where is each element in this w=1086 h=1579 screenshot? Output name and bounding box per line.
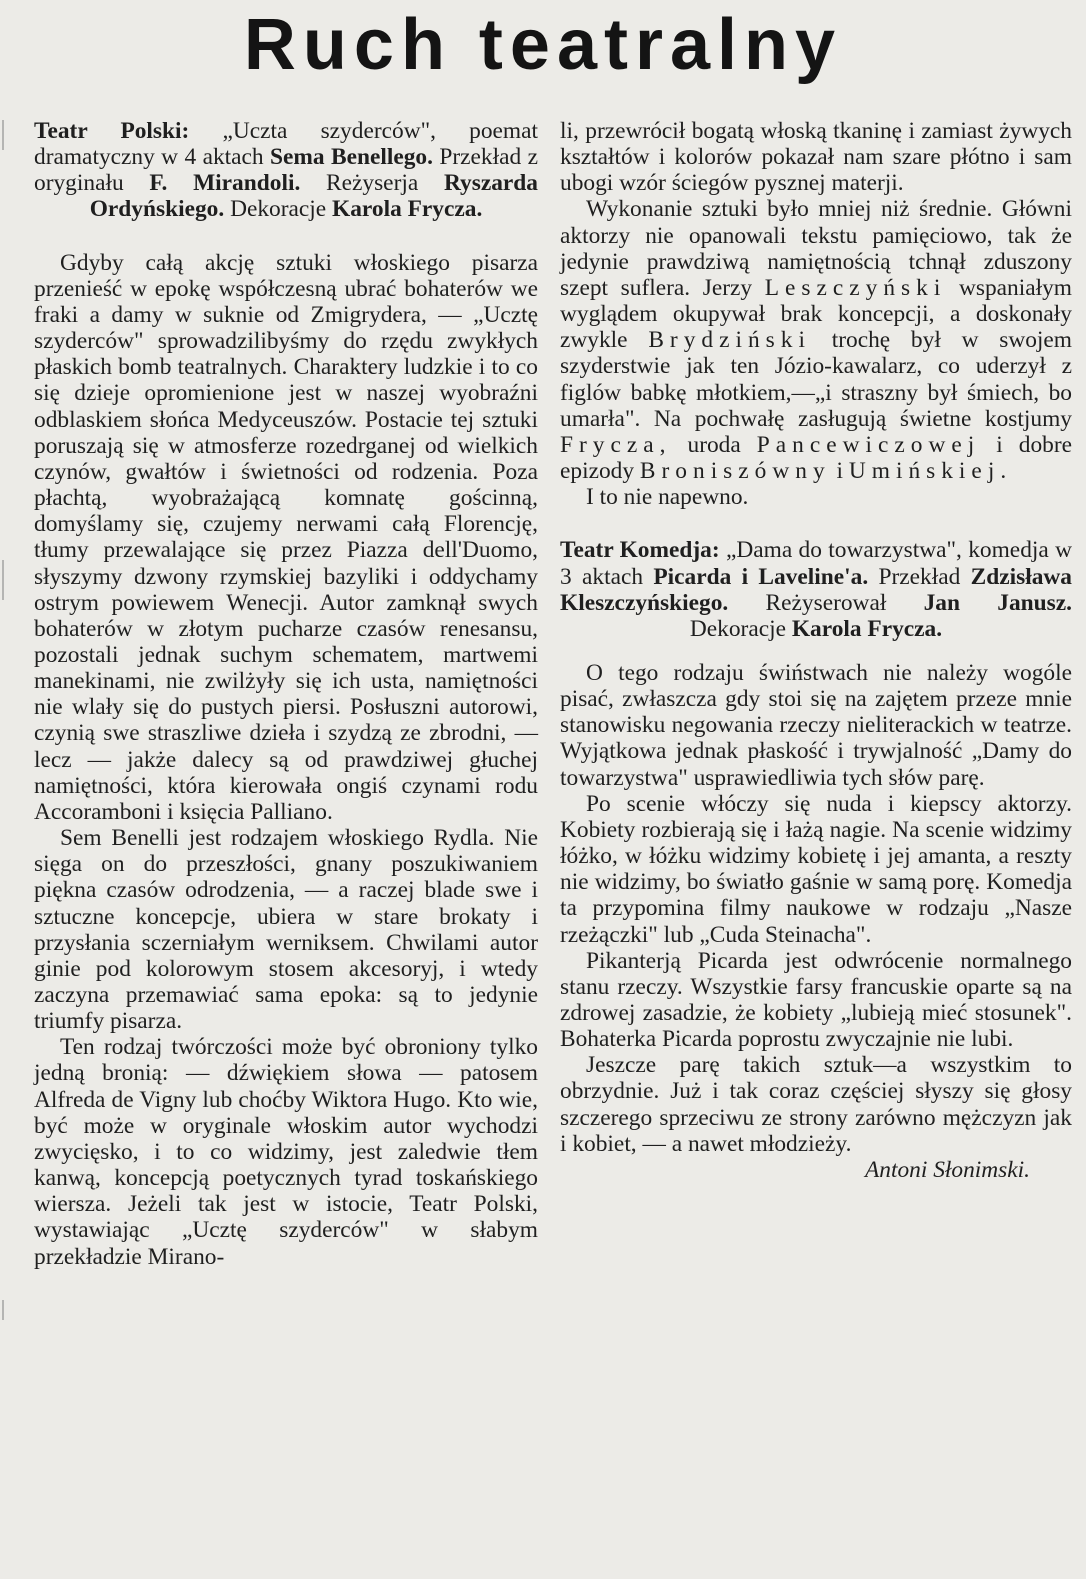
cast-text: i dobre epizody	[560, 431, 1073, 485]
theatre-name: Teatr Polski:	[34, 118, 190, 144]
scan-edge-mark	[2, 560, 4, 600]
set-designer: Karola Frycza.	[791, 615, 943, 642]
director: Jan Janusz.	[923, 589, 1072, 616]
play-author: Sema Benellego.	[270, 144, 433, 171]
cast-text: uroda	[671, 431, 757, 458]
actor-name: Umińskiej.	[848, 458, 1013, 485]
actor-name: Brydziński	[648, 327, 811, 354]
play-author: Picarda i Laveline'a.	[653, 563, 869, 590]
theatre-name: Teatr Komedja:	[560, 537, 720, 564]
cast-text: trochę był w swojem szyderstwie jak ten Józio-kawalarz, co uderzył z figlów babkę młotkiem,—„i straszny był śmiech, bo umarła". Na pochwałę zasługują świetne kostjumy	[560, 327, 1072, 432]
paragraph-gap	[34, 223, 538, 250]
review-paragraph-cast	[560, 196, 1072, 484]
actor-name: Leszczyński	[764, 274, 947, 301]
actor-name: Broniszówny	[639, 458, 831, 485]
review-paragraph: Pikanterją Picarda jest odwrócenie normalnego stanu rzeczy. Wszystkie farsy francuskie oparte są na zdrowej zasadzie, że kobiety „lubieją mieć stosunek". Bohaterka Picarda poprostu zwyczajnie nie lubi.	[560, 947, 1072, 1053]
header-text: Dekoracje	[689, 615, 792, 642]
paragraph-gap	[560, 510, 1072, 537]
review-header-teatr-polski	[34, 118, 538, 223]
cast-text: wspaniałym wyglądem okupywał brak koncepcji, a doskonały zwykle	[560, 274, 1072, 354]
header-text: Przekład z oryginału	[34, 144, 538, 197]
header-text: Dekoracje	[224, 196, 333, 223]
article-title: Ruch teatralny	[243, 5, 843, 85]
paragraph-gap	[560, 642, 1072, 660]
review-paragraph: I to nie napewno.	[586, 484, 749, 511]
right-column	[560, 118, 1072, 1183]
review-paragraph: Po scenie włóczy się nuda i kiepscy aktorzy. Kobiety rozbierają się i łażą nagie. Na scenie widzimy łóżko, w łóżku widzimy kobietę i jej amanta, a reszty nie widzimy, bo światło gaśnie w samą porę. Komedja ta przypomina filmy naukowe w rodzaju „Nasze rzeżączki" lub „Cuda Steinacha".	[560, 790, 1072, 948]
review-paragraph: Gdyby całą akcję sztuki włoskiego pisarza przenieść w epokę współczesną ubrać bohaterów we fraki a damy w suknie od Zmigrydera, — „Ucztę szyderców" sprowadzilibyśmy do rzędu zwykłych płaskich bomb teatralnych. Charaktery ludzkie i to co się dzieje opromienione jest w naszej wyobraźni odblaskiem słońca Medyceuszów. Postacie tej sztuki poruszają się w atmosferze rozedrganej od wielkich czynów, gwałtów i świetności od rodzenia. Poza płachtą, wyobrażającą komnatę gościnną, domyślamy się, czujemy nerwami całą Florencję, tłumy przewalające się przez Piazza dell'Duomo, słyszymy dzwony rzymskiej bazyliki i oddychamy ostrym powiewem Wenecji. Autor zamknął swych bohaterów w złotym pucharze czasów renesansu, pozostali jednak suchym schematem, martwemi manekinami, nie zwilżyły się ich usta, namiętności nie wlały się do pustych piersi. Posłuszni autorowi, czynią swe straszliwe dzieła i szydzą ze zbrodni, — lecz — jakże dalecy są od prawdziwej głuchej namiętności, która kierowała ongiś czynami rodu Accoramboni i księcia Palliano.	[34, 249, 538, 825]
review-paragraph: Jeszcze parę takich sztuk—a wszystkim to obrzydnie. Już i tak coraz częściej słyszy się głosy szczerego sprzeciwu ze strony zarówno mężczyzn jak i kobiet, — a nawet młodzieży.	[560, 1052, 1072, 1157]
review-header-teatr-komedja	[560, 537, 1072, 642]
header-text: Przekład	[868, 563, 971, 590]
actor-name: Frycza,	[560, 431, 672, 458]
translator: F. Mirandoli.	[149, 170, 301, 197]
header-text: „Dama do towarzystwa", komedja w 3 aktach	[560, 537, 1072, 590]
cast-text: i	[830, 458, 849, 485]
scan-edge-mark	[2, 120, 4, 150]
cast-text: Wykonanie sztuki było mniej niż średnie. Główni aktorzy nie opanowali tekstu pamięciowo, tak że jedynie prawdziwą namiętnością tchnął zduszony szept suflera. Jerzy	[560, 196, 1072, 301]
header-text: Reżyserował	[728, 589, 924, 616]
author-signature: Antoni Słonimski.	[864, 1156, 1030, 1183]
actor-name: Pancewiczowej	[756, 431, 981, 458]
header-text: „Uczta szyderców", poemat dramatyczny w 4 aktach	[34, 118, 538, 171]
director: Ryszarda Ordyńskiego.	[89, 170, 538, 223]
set-designer: Karola Frycza.	[332, 196, 483, 223]
header-text: Reżyserja	[300, 170, 444, 197]
review-paragraph-continued: li, przewrócił bogatą włoską tkaninę i zamiast żywych kształtów i kolorów pokazał nam szare płótno i sam ubogi wzór ściegów pysznej materji.	[560, 118, 1072, 197]
review-paragraph: Sem Benelli jest rodzajem włoskiego Rydla. Nie sięga on do przeszłości, gnany poszukiwaniem piękna czasów odrodzenia, — a raczej blade swe i sztuczne koncepcje, ubiera w stare brokaty i przysłania sczerniałym werniksem. Chwilami autor ginie pod kolorowym stosem akcesoryj, i wtedy zaczyna przemawiać sama epoka: są to jedynie triumfy pisarza.	[34, 825, 538, 1035]
left-column	[34, 118, 538, 1270]
translator: Zdzisława Kleszczyńskiego.	[560, 563, 1072, 616]
review-paragraph: O tego rodzaju świństwach nie należy wogóle pisać, zwłaszcza gdy stoi się na zajętem przeze mnie stanowisku negowania rzeczy nieliterackich w teatrze. Wyjątkowa jednak płaskość i trywjalność „Damy do towarzystwa" usprawiedliwia tych słów parę.	[560, 659, 1072, 791]
review-paragraph: Ten rodzaj twórczości może być obroniony tylko jedną bronią: — dźwiękiem słowa — patosem Alfreda de Vigny lub choćby Wiktora Hugo. Kto wie, być może w oryginale włoskim autor wychodzi zwycięsko, i to co widzimy, jest zaledwie tłem kanwą, koncepcją poetycznych tyrad toskańskiego wiersza. Jeżeli tak jest w istocie, Teatr Polski, wystawiając „Ucztę szyderców" w słabym przekładzie Mirano-	[34, 1034, 538, 1270]
scan-edge-mark	[2, 1300, 4, 1320]
